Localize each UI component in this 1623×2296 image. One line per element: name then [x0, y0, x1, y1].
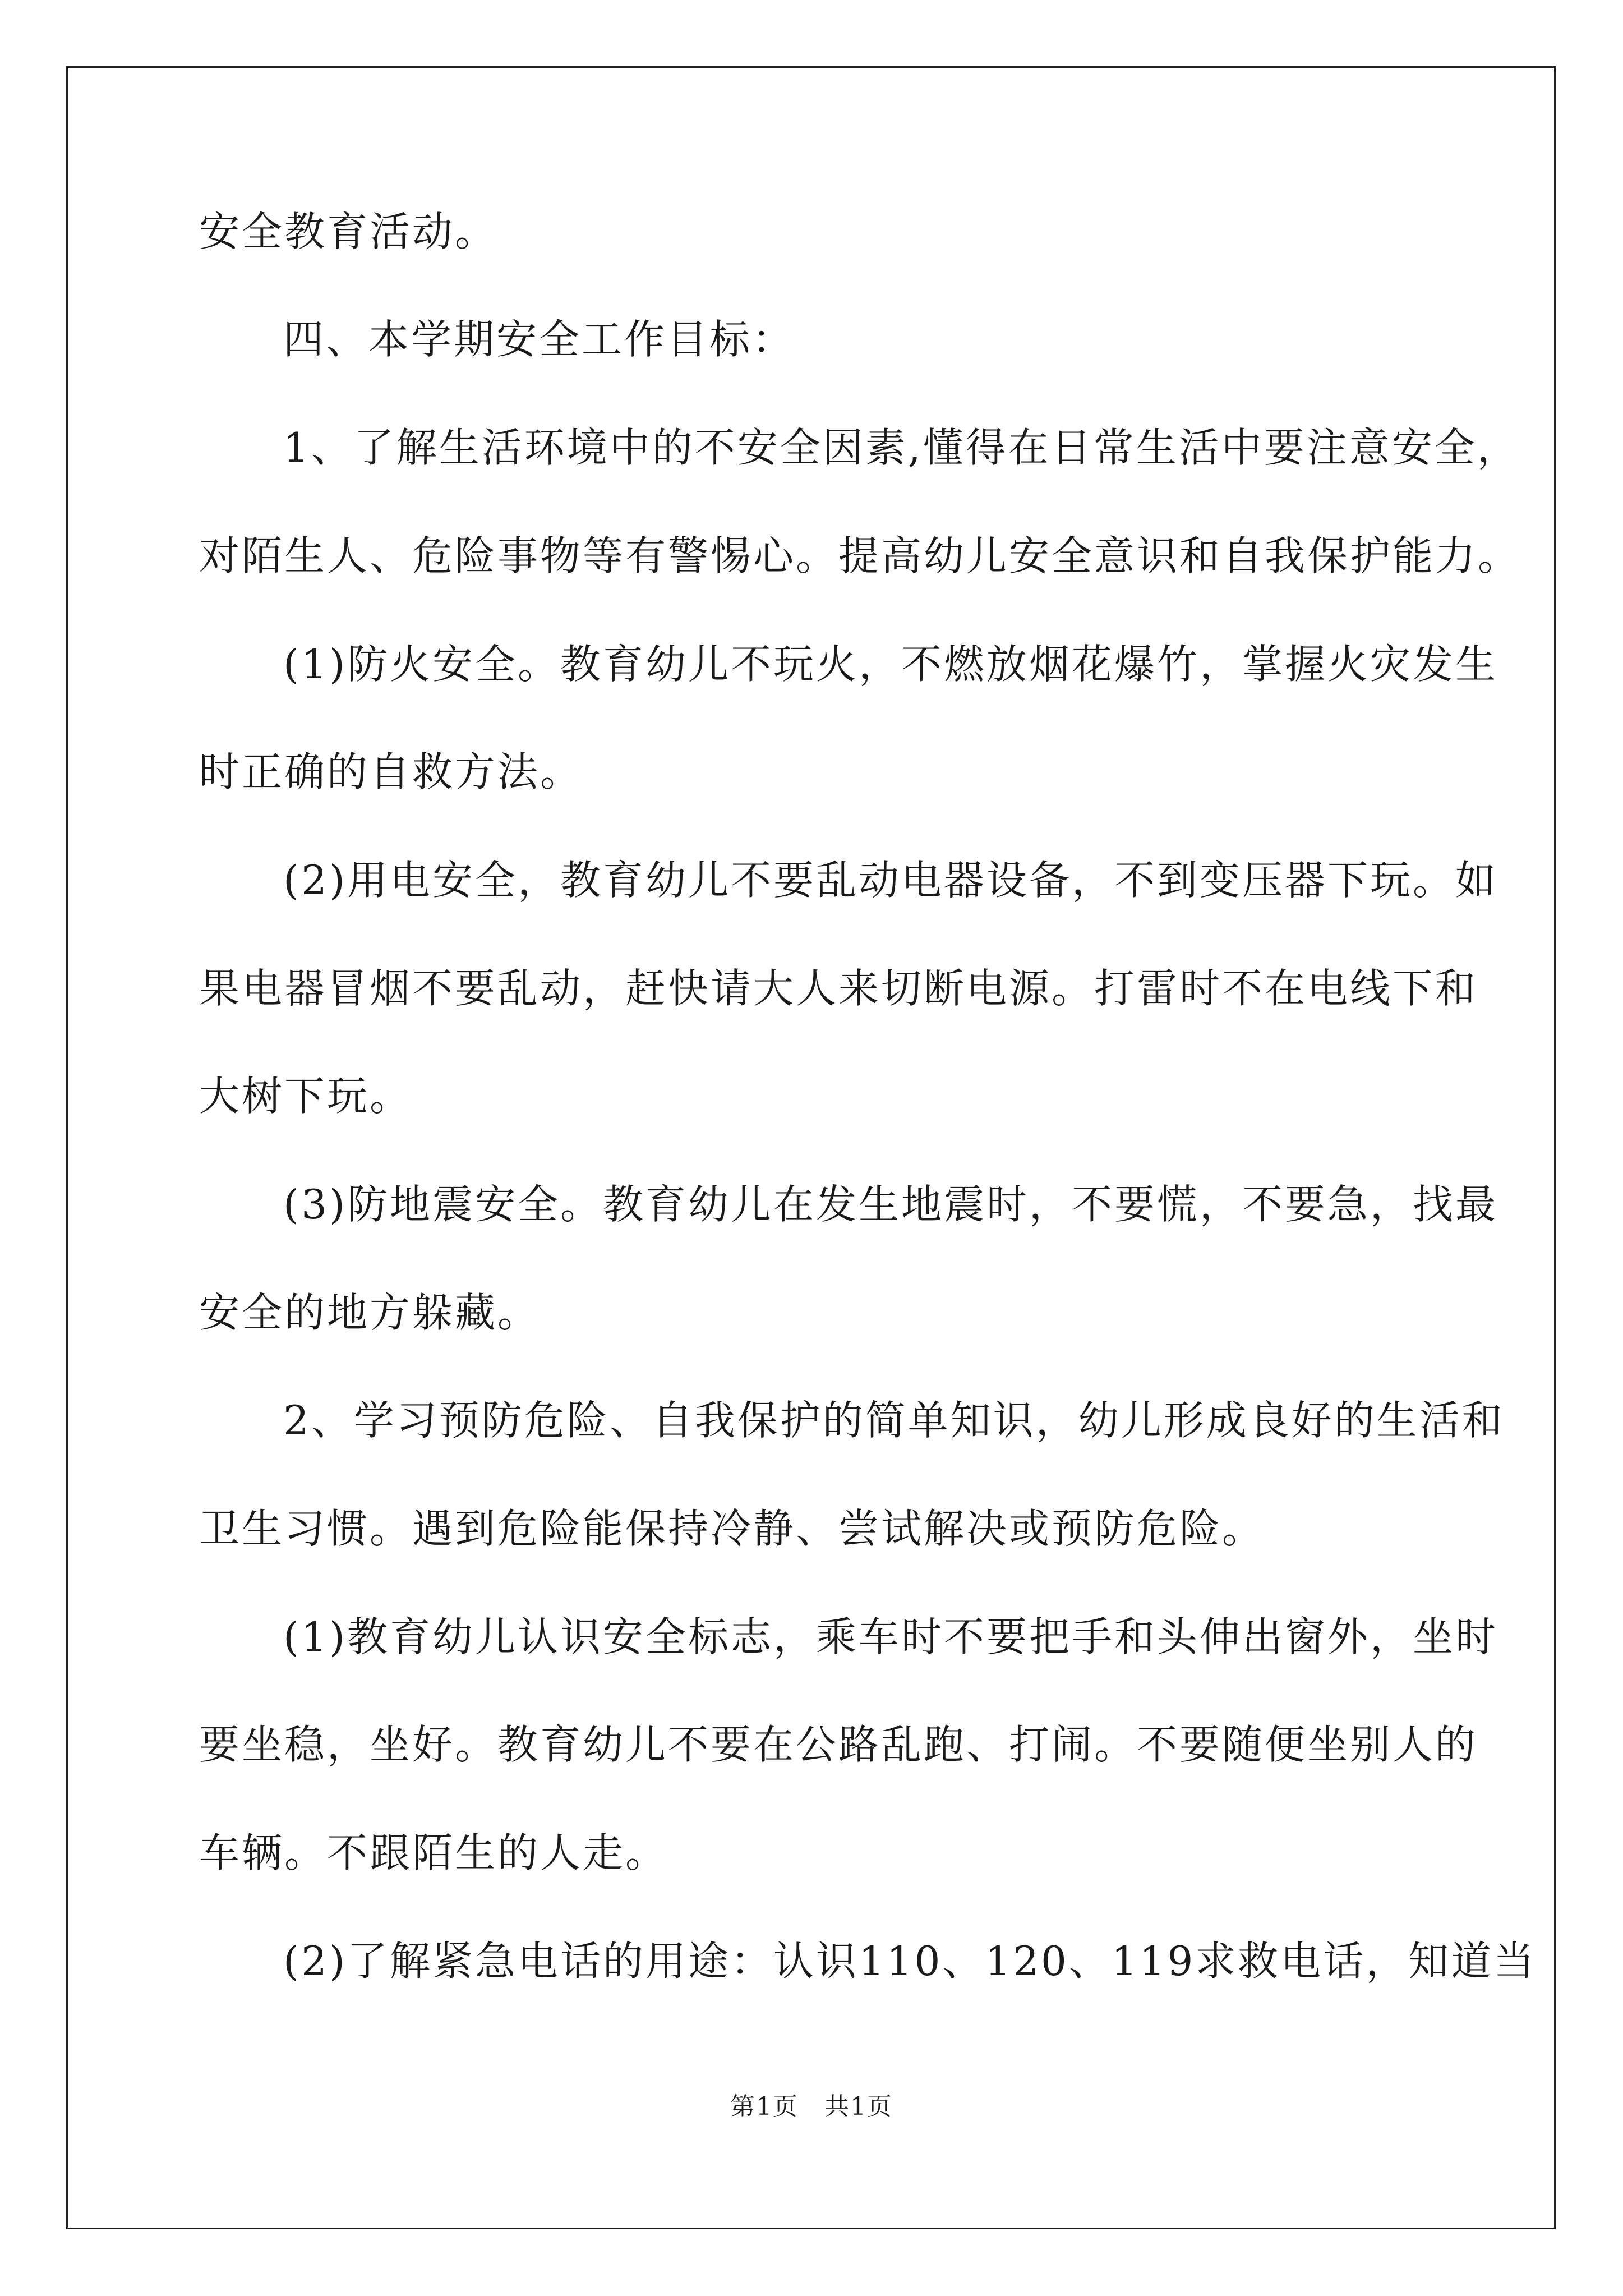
text-line: (3)防地震安全。教育幼儿在发生地震时，不要慌，不要急，找最	[283, 1181, 1498, 1228]
text-line: 果电器冒烟不要乱动，赶快请大人来切断电源。打雷时不在电线下和	[199, 965, 1478, 1012]
text-line: (1)教育幼儿认识安全标志，乘车时不要把手和头伸出窗外，坐时	[283, 1613, 1498, 1660]
text-line: 车辆。不跟陌生的人走。	[199, 1829, 668, 1876]
text-line: (2)用电安全，教育幼儿不要乱动电器设备，不到变压器下玩。如	[283, 857, 1498, 904]
text-line: 安全的地方躲藏。	[199, 1289, 541, 1336]
text-line: (1)防火安全。教育幼儿不玩火，不燃放烟花爆竹，掌握火灾发生	[283, 641, 1498, 688]
text-line: 要坐稳，坐好。教育幼儿不要在公路乱跑、打闹。不要随便坐别人的	[199, 1721, 1478, 1768]
text-line: 时正确的自救方法。	[199, 748, 583, 795]
text-line: 安全教育活动。	[199, 208, 498, 255]
text-line: 2、学习预防危险、自我保护的简单知识，幼儿形成良好的生活和	[283, 1397, 1505, 1444]
page-border	[66, 66, 1556, 2229]
section-heading: 四、本学期安全工作目标：	[283, 316, 795, 363]
text-line: 1、了解生活环境中的不安全因素,懂得在日常生活中要注意安全，	[283, 424, 1520, 471]
text-line: 卫生习惯。遇到危险能保持冷静、尝试解决或预防危险。	[199, 1505, 1265, 1552]
page-footer: 第1页 共1页	[730, 2092, 893, 2121]
text-line: 大树下玩。	[199, 1073, 413, 1120]
text-line: 对陌生人、危险事物等有警惕心。提高幼儿安全意识和自我保护能力。	[199, 532, 1521, 579]
text-line: (2)了解紧急电话的用途：认识110、120、119求救电话，知道当	[283, 1938, 1537, 1985]
